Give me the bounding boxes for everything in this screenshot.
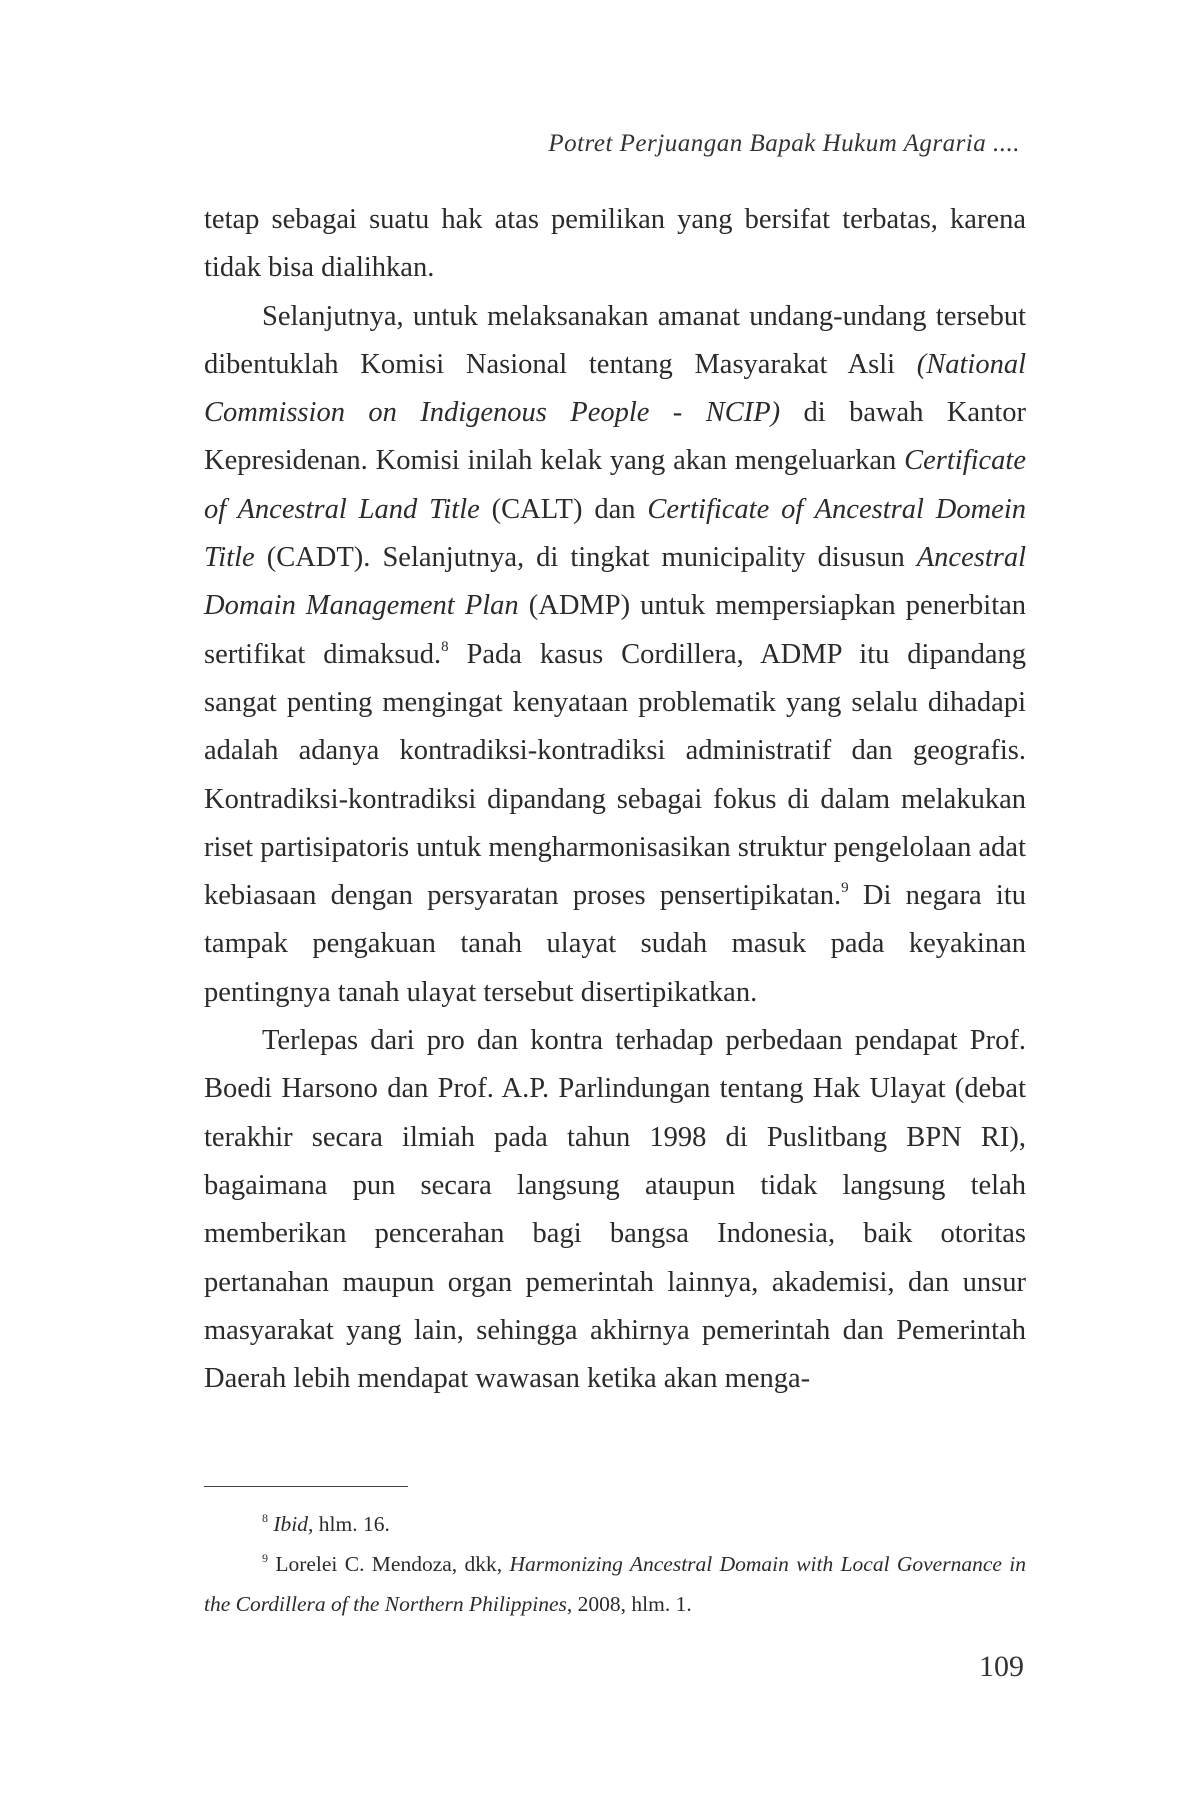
p2-text-3: (CALT) dan [479,493,648,525]
p2-text-6: Pada kasus Cordillera, ADMP itu dipandang sangat penting mengingat kenyataan problematik yang selalu dihadapi adalah adanya kontradiksi-kontradiksi administratif dan geografis. Kontradiksi-kontradiksi dipandang sebagai fokus di dalam melakukan riset partisipatoris untuk mengharmonisasikan struktur pengelolaan adat kebiasaan dengan persyaratan proses pensertipikatan. [204,638,1026,912]
footnote-author: Lorelei C. Mendoza, dkk, [268,1552,510,1576]
footnote-text: , 2008, hlm. 1. [566,1592,692,1616]
footnote-ref-9[interactable]: 9 [841,880,849,897]
p2-text-4: (CADT). Selanjutnya, di tingkat municipality disusun [254,542,917,574]
main-text [204,196,1026,1403]
footnote-text: , hlm. 16. [308,1512,390,1536]
p2-text-7: Di negara itu tampak pengakuan tanah ulayat sudah masuk pada keyakinan pentingnya tanah ulayat tersebut disertipikatkan. [204,880,1026,1008]
p2-italic-admp: Ancestral Domain Management Plan [204,542,1026,622]
footnote-8 [204,1504,1026,1544]
footnote-number: 9 [262,1551,268,1565]
p2-text-1: Selanjutnya, untuk melaksanakan amanat undang-undang tersebut dibentuklah Komisi Nasional tentang Masyarakat Asli [204,300,1026,380]
p2-italic-cadt: Certificate of Ancestral Domein Title [204,493,1026,574]
running-header: Potret Perjuangan Bapak Hukum Agraria .... [548,130,1020,157]
footnote-divider [204,1486,408,1487]
paragraph-1: tetap sebagai suatu hak atas pemilikan yang bersifat terbatas, karena tidak bisa dialihkan. [204,204,1026,284]
p2-italic-calt: Certificate of Ancestral Land Title [204,445,1026,525]
footnote-ref-8[interactable]: 8 [441,638,449,655]
p2-text-5: (ADMP) untuk mempersiapkan penerbitan sertifikat dimaksud. [204,590,1027,670]
p2-italic-ncip: (National Commission on Indigenous People - NCIP) [204,348,1026,429]
footnotes [204,1504,1026,1624]
footnote-italic: Harmonizing Ancestral Domain with Local Governance in the Cordillera of the Northern Philippines [204,1552,1026,1616]
footnote-number: 8 [262,1511,268,1525]
footnote-italic: Ibid [273,1512,309,1536]
p2-text-2: di bawah Kantor Kepresidenan. Komisi inilah kelak yang akan mengeluarkan [204,397,1026,477]
footnote-9 [204,1544,1026,1624]
paragraph-2 [204,293,1026,1017]
page-number: 109 [979,1650,1024,1683]
paragraph-3: Terlepas dari pro dan kontra terhadap perbedaan pendapat Prof. Boedi Harsono dan Prof. A.P. Parlindungan tentang Hak Ulayat (debat terakhir secara ilmiah pada tahun 1998 di Puslitbang BPN RI), bagaimana pun secara langsung ataupun tidak langsung telah memberikan pencerahan bagi bangsa Indonesia, baik otoritas pertanahan maupun organ pemerintah lainnya, akademisi, dan unsur masyarakat yang lain, sehingga akhirnya pemerintah dan Pemerintah Daerah lebih mendapat wawasan ketika akan menga- [204,1025,1026,1395]
